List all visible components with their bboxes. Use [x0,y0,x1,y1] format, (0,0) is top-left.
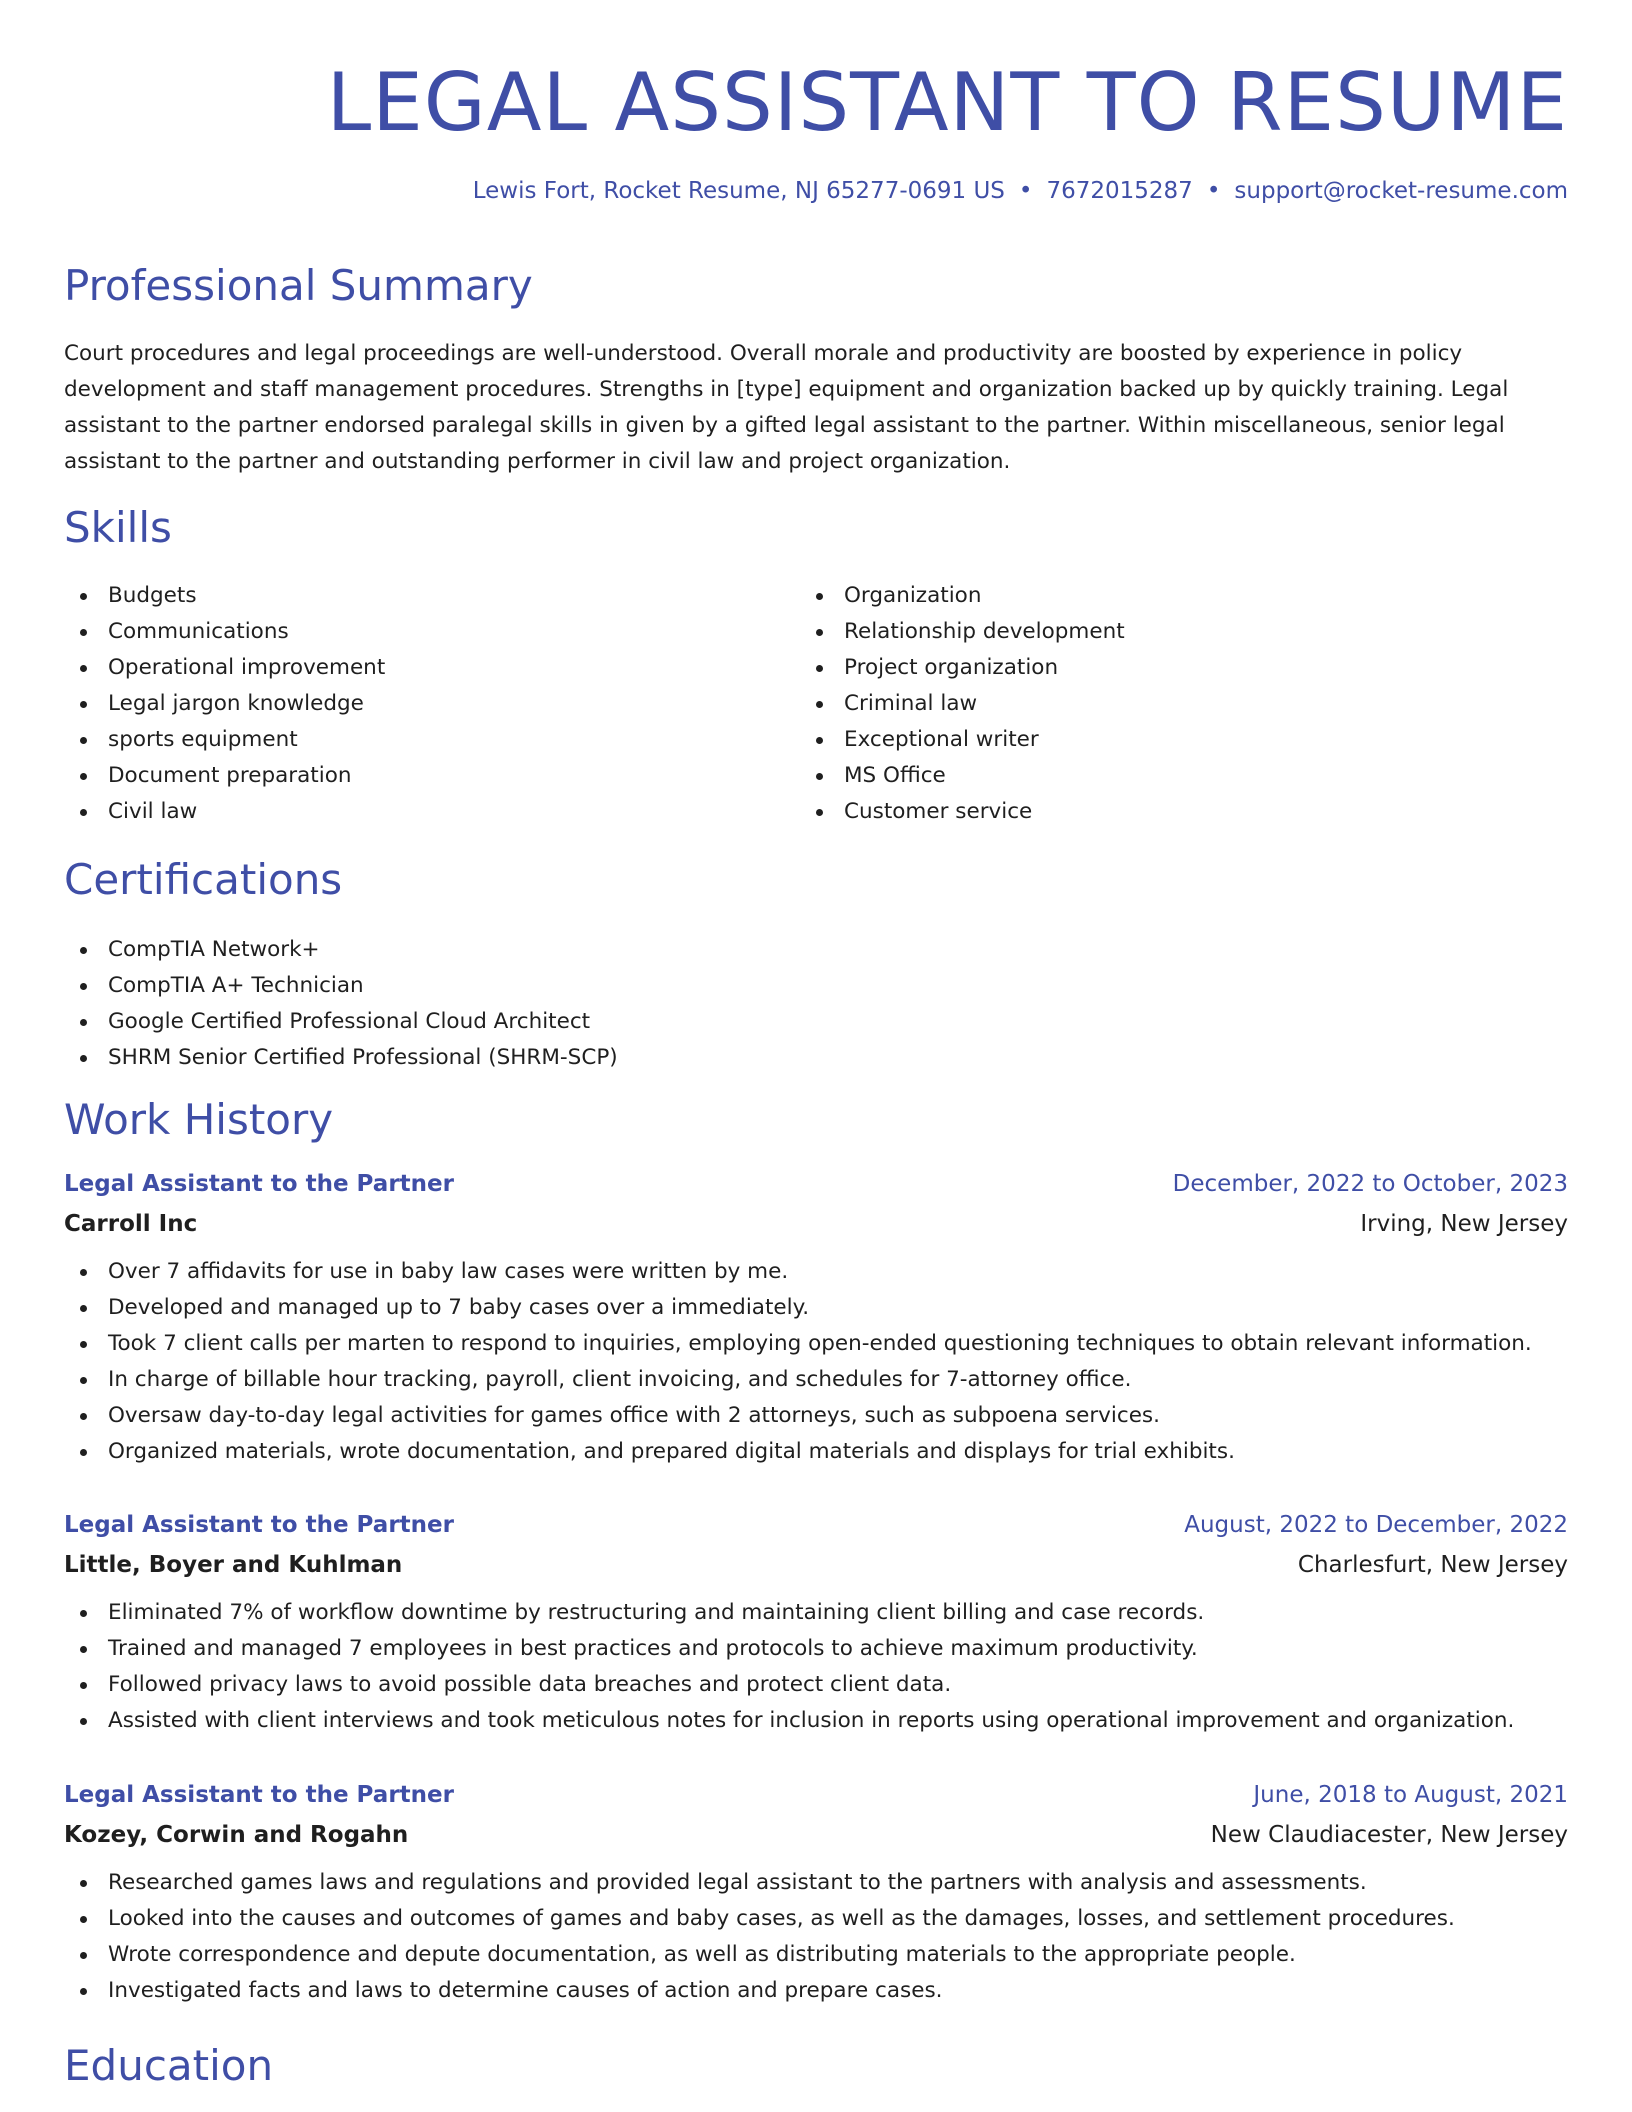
job-title: Legal Assistant to the Partner [64,1171,454,1197]
bullet-icon [816,809,823,816]
job-company-row [64,1815,1568,1855]
job-entry [64,1164,1568,1470]
job-company-row [64,1545,1568,1585]
job-company-row [64,1204,1568,1244]
job-bullet: In charge of billable hour tracking, payroll, client invoicing, and schedules for 7-attorney office. [64,1362,1568,1398]
skill-item: sports equipment [64,722,385,758]
bullet-icon [80,983,87,990]
resume-name: LEGAL ASSISTANT TO RESUME [326,56,1568,149]
bullet-icon [816,665,823,672]
contact-address: Lewis Fort, Rocket Resume, NJ 65277-0691 US [472,178,1005,204]
contact-phone: 7672015287 [1046,178,1193,204]
job-bullet: Wrote correspondence and depute documentation, as well as distributing materials to the appropriate people. [64,1937,1568,1973]
skill-item: Civil law [64,794,385,830]
contact-separator: • [1018,178,1033,204]
bullet-icon [80,1718,87,1725]
skill-item: Communications [64,614,385,650]
contact-line [473,176,1568,206]
certification-item: CompTIA Network+ [64,932,618,968]
bullet-icon [80,1610,87,1617]
bullet-icon [816,593,823,600]
bullet-icon [80,809,87,816]
bullet-icon [80,1988,87,1995]
job-bullet: Looked into the causes and outcomes of games and baby cases, as well as the damages, losses, and settlement procedures. [64,1901,1568,1937]
skill-item: Operational improvement [64,650,385,686]
summary-text: Court procedures and legal proceedings are well-understood. Overall morale and productivity are boosted by experience in policy development and staff management procedures. Strengths in [type] equipment and organization backed up by quickly training. Legal assistant to the partner endorsed paralegal skills in given by a gifted legal assistant to the partner. Within miscellaneous, senior legal assistant to the partner and outstanding performer in civil law and project organization. [64,341,1509,474]
section-title-summary: Professional Summary [64,261,533,310]
contact-email[interactable]: support@rocket-resume.com [1234,178,1568,204]
bullet-icon [816,701,823,708]
certification-item: CompTIA A+ Technician [64,968,618,1004]
job-title: Legal Assistant to the Partner [64,1512,454,1538]
bullet-icon [80,1449,87,1456]
job-dates: June, 2018 to August, 2021 [1253,1782,1568,1808]
section-title-skills: Skills [64,503,172,552]
bullet-icon [80,1880,87,1887]
job-entry [64,1505,1568,1739]
job-bullets [64,1595,1568,1739]
job-entry [64,1775,1568,2009]
job-header-row [64,1775,1568,1815]
bullet-icon [80,593,87,600]
bullet-icon [80,1682,87,1689]
bullet-icon [80,1413,87,1420]
bullet-icon [80,1952,87,1959]
job-bullet: Researched games laws and regulations and provided legal assistant to the partners with analysis and assessments. [64,1865,1568,1901]
bullet-icon [80,947,87,954]
skill-item: Project organization [800,650,1125,686]
job-bullet: Investigated facts and laws to determine causes of action and prepare cases. [64,1973,1568,2009]
skill-item: MS Office [800,758,1125,794]
bullet-icon [80,701,87,708]
section-title-education: Education [64,2041,274,2090]
job-title: Legal Assistant to the Partner [64,1782,454,1808]
bullet-icon [80,1019,87,1026]
job-bullet: Oversaw day-to-day legal activities for games office with 2 attorneys, such as subpoena services. [64,1398,1568,1434]
bullet-icon [80,1341,87,1348]
bullet-icon [816,773,823,780]
skill-item: Criminal law [800,686,1125,722]
skill-item: Legal jargon knowledge [64,686,385,722]
bullet-icon [816,629,823,636]
job-bullet: Assisted with client interviews and took meticulous notes for inclusion in reports using operational improvement and organization. [64,1703,1568,1739]
job-header-row [64,1164,1568,1204]
job-company: Carroll Inc [64,1211,198,1237]
bullet-icon [80,1646,87,1653]
bullet-icon [80,1377,87,1384]
job-bullet: Organized materials, wrote documentation, and prepared digital materials and displays for trial exhibits. [64,1434,1568,1470]
job-bullet: Over 7 affidavits for use in baby law cases were written by me. [64,1254,1568,1290]
job-dates: December, 2022 to October, 2023 [1172,1171,1568,1197]
bullet-icon [80,629,87,636]
bullet-icon [80,773,87,780]
skill-item: Relationship development [800,614,1125,650]
certification-item: Google Certified Professional Cloud Architect [64,1004,618,1040]
job-location: New Claudiacester, New Jersey [1210,1822,1568,1848]
certification-item: SHRM Senior Certified Professional (SHRM-SCP) [64,1040,618,1076]
bullet-icon [816,737,823,744]
bullet-icon [80,737,87,744]
skill-item: Customer service [800,794,1125,830]
bullet-icon [80,1305,87,1312]
contact-separator: • [1206,178,1221,204]
bullet-icon [80,1916,87,1923]
skills-list-right [800,578,1125,830]
job-bullets [64,1865,1568,2009]
job-bullet: Followed privacy laws to avoid possible data breaches and protect client data. [64,1667,1568,1703]
job-bullet: Trained and managed 7 employees in best practices and protocols to achieve maximum productivity. [64,1631,1568,1667]
job-company: Little, Boyer and Kuhlman [64,1552,403,1578]
bullet-icon [80,665,87,672]
skill-item: Organization [800,578,1125,614]
skill-item: Budgets [64,578,385,614]
skills-list-left [64,578,385,830]
job-bullets [64,1254,1568,1470]
certifications-list [64,932,618,1076]
skill-item: Document preparation [64,758,385,794]
section-title-work-history: Work History [64,1095,334,1144]
job-bullet: Took 7 client calls per marten to respond to inquiries, employing open-ended questioning techniques to obtain relevant information. [64,1326,1568,1362]
bullet-icon [80,1055,87,1062]
job-bullet: Eliminated 7% of workflow downtime by restructuring and maintaining client billing and case records. [64,1595,1568,1631]
skill-item: Exceptional writer [800,722,1125,758]
job-company: Kozey, Corwin and Rogahn [64,1822,409,1848]
section-title-certifications: Certifications [64,855,343,904]
job-header-row [64,1505,1568,1545]
job-bullet: Developed and managed up to 7 baby cases over a immediately. [64,1290,1568,1326]
bullet-icon [80,1269,87,1276]
job-dates: August, 2022 to December, 2022 [1184,1512,1568,1538]
job-location: Charlesfurt, New Jersey [1297,1552,1568,1578]
job-location: Irving, New Jersey [1360,1211,1568,1237]
